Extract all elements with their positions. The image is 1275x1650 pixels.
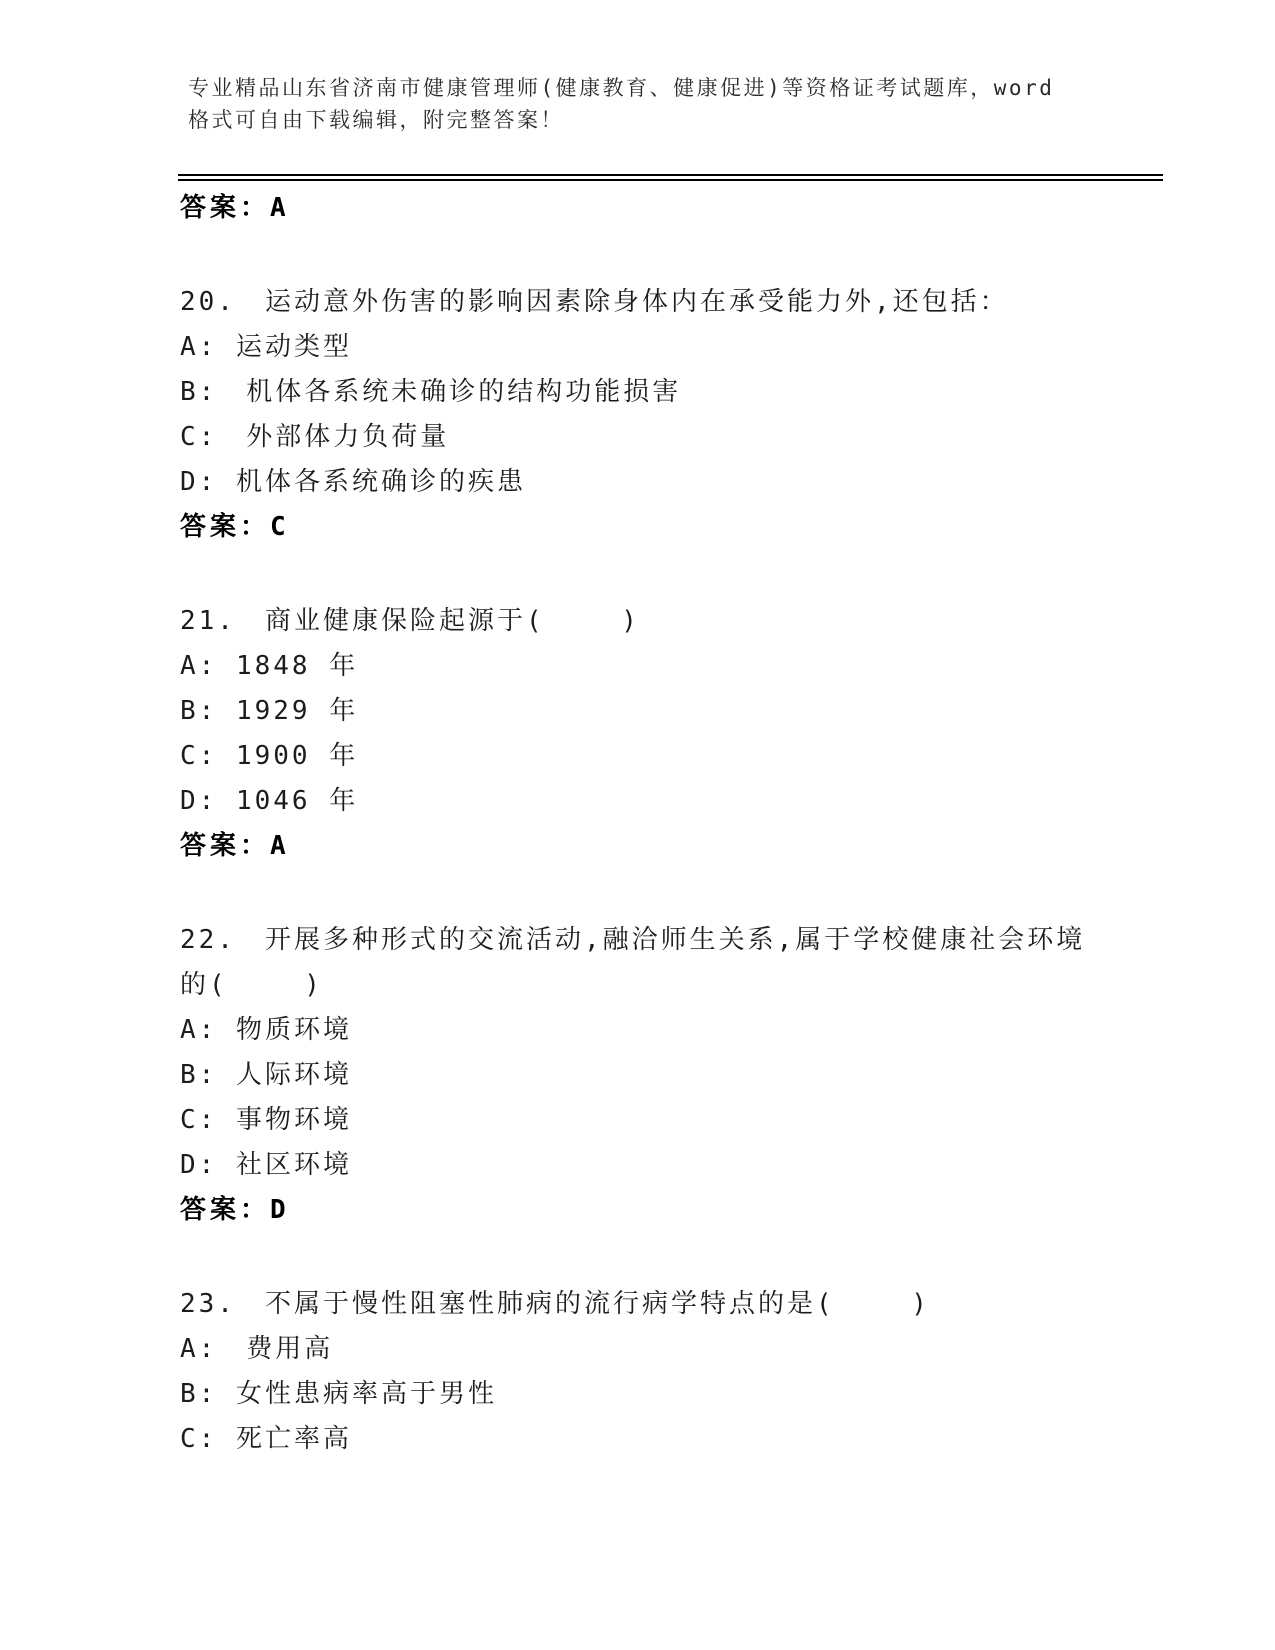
question-22-stem-line-2: 的( )	[180, 970, 323, 1000]
question-20-option-d: D: 机体各系统确诊的疾患	[180, 467, 526, 497]
question-23-option-a: A: 费用高	[180, 1334, 334, 1364]
page-header	[188, 0, 1155, 136]
question-20-option-a: A: 运动类型	[180, 332, 352, 362]
question-21-option-c: C: 1900 年	[180, 741, 359, 771]
question-23-option-b: B: 女性患病率高于男性	[180, 1379, 497, 1409]
question-20	[0, 280, 1275, 550]
question-22-option-c: C: 事物环境	[180, 1105, 352, 1135]
question-20-option-b: B: 机体各系统未确诊的结构功能损害	[180, 377, 682, 407]
question-22-option-a: A: 物质环境	[180, 1015, 352, 1045]
header-note-line-2: 格式可自由下载编辑，附完整答案！	[188, 108, 564, 132]
question-22-option-b: B: 人际环境	[180, 1060, 352, 1090]
question-21	[0, 599, 1275, 869]
answer-line-previous-question: 答案：A	[180, 193, 290, 223]
question-23-option-c: C: 死亡率高	[180, 1424, 352, 1454]
question-21-option-b: B: 1929 年	[180, 696, 359, 726]
header-note-line-1: 专业精品山东省济南市健康管理师(健康教育、健康促进)等资格证考试题库，word	[188, 76, 1055, 100]
question-21-answer: 答案：A	[180, 831, 290, 861]
question-21-option-a: A: 1848 年	[180, 651, 359, 681]
question-21-stem: 21. 商业健康保险起源于( )	[180, 606, 640, 636]
question-23-stem: 23. 不属于慢性阻塞性肺病的流行病学特点的是( )	[180, 1289, 930, 1319]
question-22-answer: 答案：D	[180, 1195, 290, 1225]
question-20-stem: 20. 运动意外伤害的影响因素除身体内在承受能力外,还包括：	[180, 287, 1009, 317]
question-23	[0, 1282, 1275, 1462]
question-21-option-d: D: 1046 年	[180, 786, 359, 816]
header-divider-line	[178, 174, 1163, 181]
question-22-option-d: D: 社区环境	[180, 1150, 352, 1180]
question-22	[0, 918, 1275, 1233]
question-20-option-c: C: 外部体力负荷量	[180, 422, 450, 452]
question-20-answer: 答案：C	[180, 512, 290, 542]
question-22-stem-line-1: 22. 开展多种形式的交流活动,融洽师生关系,属于学校健康社会环境	[180, 925, 1086, 955]
